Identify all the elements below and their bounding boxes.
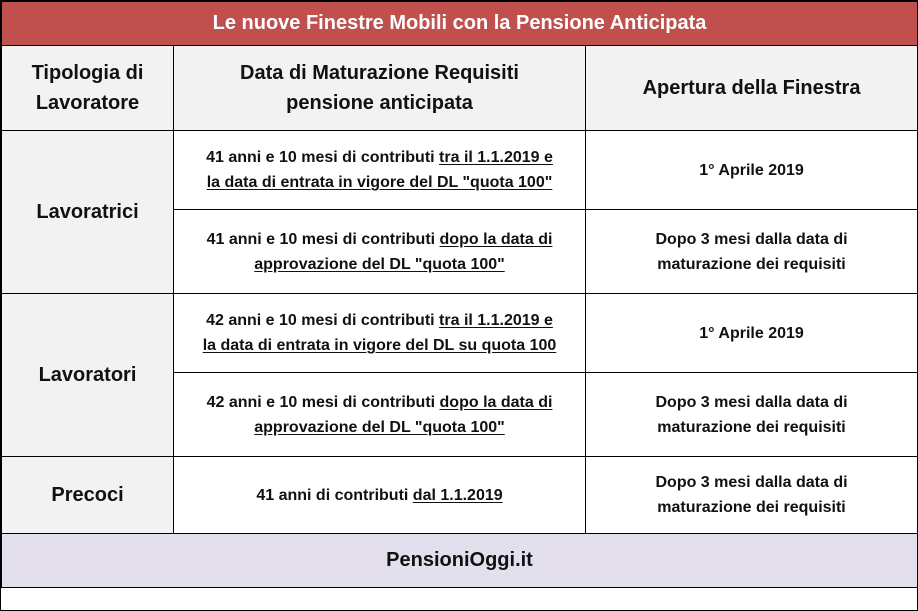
window-opening-cell: 1° Aprile 2019 [586,294,918,373]
header-requirements-line1: Data di Maturazione Requisiti [240,62,519,84]
requirement-underlined-text: approvazione del DL "quota 100" [254,255,505,273]
requirement-underlined-text: la data di entrata in vigore del DL su quota 100 [202,337,557,354]
requirement-cell [174,294,586,373]
requirement-underlined-text: tra il 1.1.2019 e [439,149,553,166]
worker-type-lavoratrici: Lavoratrici [2,131,174,294]
table-row [2,131,918,210]
window-opening-cell [586,210,918,294]
header-requirements-line2: pensione anticipata [286,92,473,114]
requirement-plain-text: 41 anni e 10 mesi di contributi [206,149,440,166]
worker-type-precoci: Precoci [2,457,174,534]
header-worker-type-line2: Lavoratore [35,92,140,114]
window-opening-line2: maturazione dei requisiti [657,499,846,516]
window-opening-line1: Dopo 3 mesi dalla data di [655,474,848,491]
window-opening-line1: Dopo 3 mesi dalla data di [655,230,848,248]
requirement-plain-text: 42 anni e 10 mesi di contributi [206,312,440,329]
pension-windows-table [1,1,918,588]
requirement-cell [174,457,586,534]
worker-type-lavoratori: Lavoratori [2,294,174,457]
requirement-underlined-text: approvazione del DL "quota 100" [254,418,505,436]
table-title: Le nuove Finestre Mobili con la Pensione Anticipata [2,2,918,46]
window-opening-line2: maturazione dei requisiti [657,255,846,273]
footer-row [2,534,918,588]
requirement-underlined-text: dopo la data di [439,393,553,411]
requirement-underlined-text: dopo la data di [439,230,553,248]
title-row [2,2,918,46]
header-row [2,46,918,131]
requirement-plain-text: 41 anni e 10 mesi di contributi [206,230,440,248]
window-opening-cell: 1° Aprile 2019 [586,131,918,210]
requirement-underlined-text: tra il 1.1.2019 e [439,312,553,329]
window-opening-line1: Dopo 3 mesi dalla data di [655,393,848,411]
table-row [2,294,918,373]
requirement-plain-text: 42 anni e 10 mesi di contributi [206,393,440,411]
header-window-opening: Apertura della Finestra [586,46,918,131]
requirement-cell [174,210,586,294]
requirement-cell [174,373,586,457]
window-opening-line2: maturazione dei requisiti [657,418,846,436]
window-opening-cell [586,457,918,534]
window-opening-cell [586,373,918,457]
header-worker-type-line1: Tipologia di [31,62,144,84]
header-requirements [174,46,586,131]
table-row [2,457,918,534]
requirement-underlined-text: dal 1.1.2019 [412,486,503,504]
requirement-plain-text: 41 anni di contributi [256,486,413,504]
requirement-cell [174,131,586,210]
source-footer: PensioniOggi.it [2,534,918,588]
requirement-underlined-text: la data di entrata in vigore del DL "quota 100" [206,174,553,191]
header-worker-type [2,46,174,131]
